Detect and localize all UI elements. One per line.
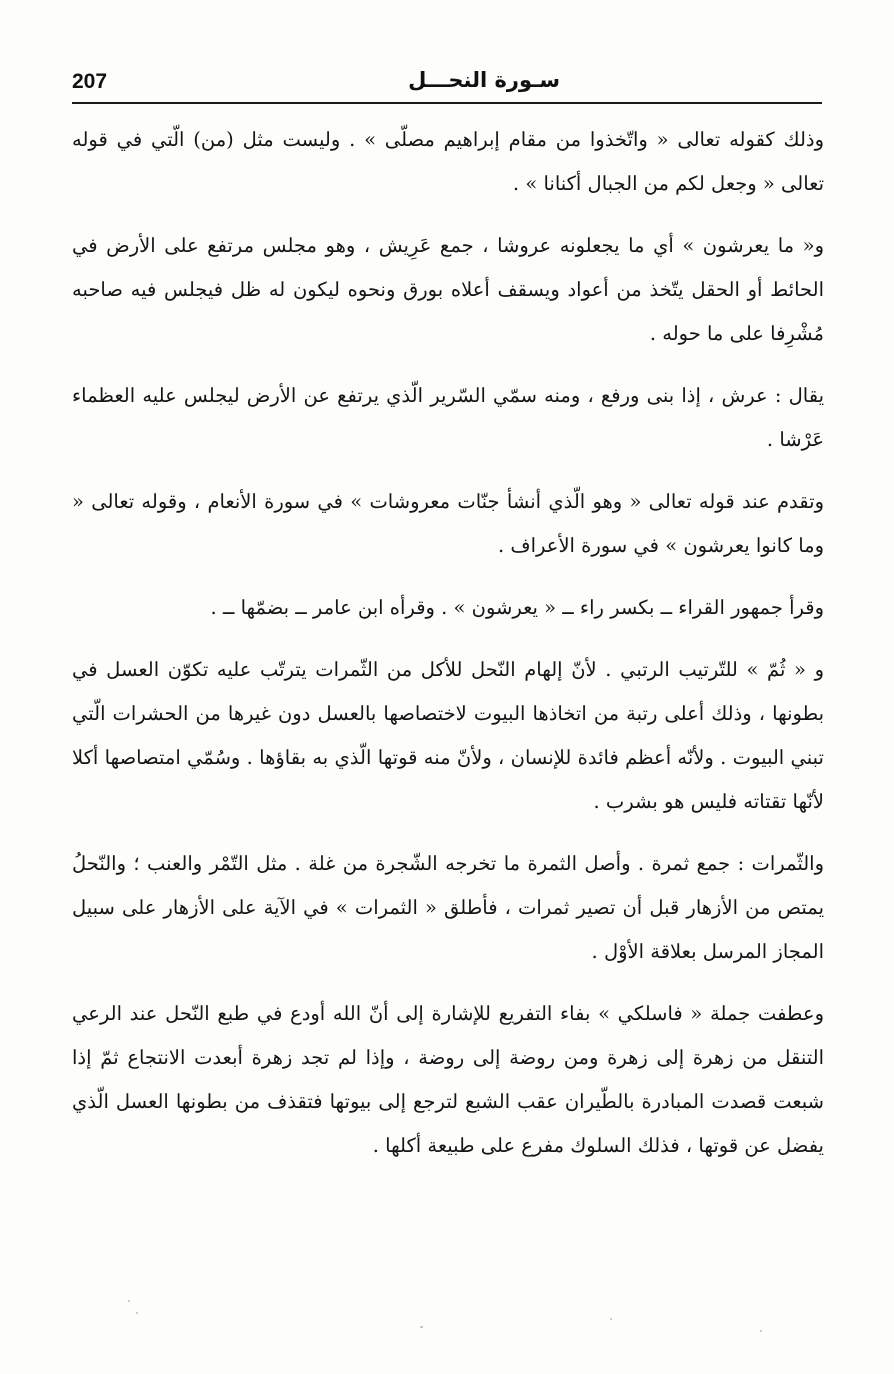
paragraph-text: والثّمرات : جمع ثمرة . وأصل الثمرة ما تخرجه الشّجرة من غلة . مثل التّمْر والعنب ؛ والنّحلُ يمتص من الأزهار قبل أن تصير ثمرات ، فأطلق « الثمرات » في الآية على الأزهار على سبيل المجاز المرسل بعلاقة الأوْل . <box>72 852 824 963</box>
scan-speckle <box>420 1326 423 1328</box>
scan-speckle <box>610 1318 612 1320</box>
paragraph-text: وعطفت جملة « فاسلكي » بفاء التفريع للإشارة إلى أنّ الله أودع في طبع النّحل عند الرعي التنقل من زهرة إلى زهرة ومن روضة إلى روضة ، وإذا لم تجد زهرة أبعدت الانتجاع ثمّ إذا شبعت قصدت المبادرة بالطّيران عقب الشبع لترجع إلى بيوتها فتقذف من بطونها العسل الّذي يفضل عن قوتها ، فذلك السلوك مفرع على طبيعة أكلها . <box>72 1002 824 1157</box>
page-number: 207 <box>72 70 108 93</box>
running-title: سـورة النحـــل <box>408 68 560 92</box>
paragraph <box>72 118 824 206</box>
paragraph <box>72 648 824 824</box>
paragraph <box>72 842 824 974</box>
paragraph-text: يقال : عرش ، إذا بنى ورفع ، ومنه سمّي السّرير الّذي يرتفع عن الأرض ليجلس عليه العظماء عَرْشا . <box>72 384 824 451</box>
scan-speckle <box>136 1312 138 1314</box>
paragraph <box>72 480 824 568</box>
paragraph <box>72 224 824 356</box>
paragraph-text: و « ثُمّ » للتّرتيب الرتبي . لأنّ إلهام النّحل للأكل من الثّمرات يترتّب عليه تكوّن العسل في بطونها ، وذلك أعلى رتبة من اتخاذها البيوت لاختصاصها بالعسل دون غيرها من الحشرات الّتي تبني البيوت . ولأنّه أعظم فائدة للإنسان ، ولأنّ منه قوتها الّذي به بقاؤها . وسُمّي امتصاصها أكلا لأنّها تقتاته فليس هو بشرب . <box>72 658 824 813</box>
scan-speckle <box>128 1300 130 1302</box>
paragraph-text: وتقدم عند قوله تعالى « وهو الّذي أنشأ جنّات معروشات » في سورة الأنعام ، وقوله تعالى « وما كانوا يعرشون » في سورة الأعراف . <box>72 490 824 557</box>
header-rule <box>72 102 822 104</box>
paragraph-text: وذلك كقوله تعالى « واتّخذوا من مقام إبراهيم مصلّى » . وليست مثل (من) الّتي في قوله تعالى « وجعل لكم من الجبال أكنانا » . <box>72 128 824 195</box>
paragraph <box>72 586 824 630</box>
body-text <box>72 118 824 1186</box>
paragraph <box>72 992 824 1168</box>
paragraph <box>72 374 824 462</box>
paragraph-text: و« ما يعرشون » أي ما يجعلونه عروشا ، جمع عَرِيش ، وهو مجلس مرتفع على الأرض في الحائط أو الحقل يتّخذ من أعواد ويسقف أعلاه بورق ونحوه ليكون له ظل فيجلس فيه صاحبه مُشْرِفا على ما حوله . <box>72 234 824 345</box>
paragraph-text: وقرأ جمهور القراء ــ بكسر راء ــ « يعرشون » . وقرأه ابن عامر ــ بضمّها ــ . <box>210 596 824 619</box>
page-header <box>72 64 822 104</box>
scan-speckle <box>760 1330 762 1332</box>
